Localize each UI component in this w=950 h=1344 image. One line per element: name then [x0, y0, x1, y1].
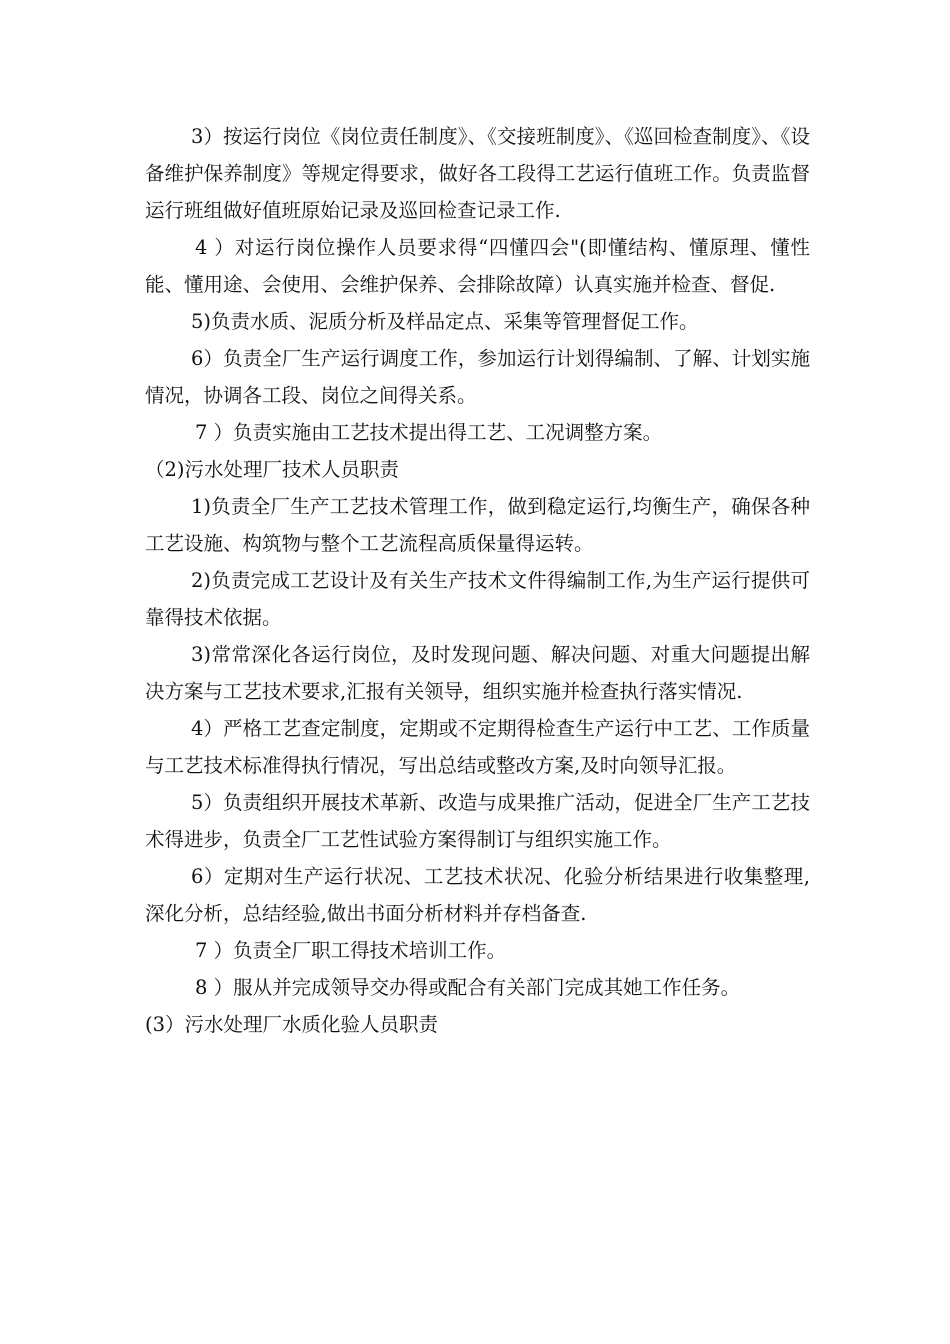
- paragraph-technical-duties-3: 3)常常深化各运行岗位，及时发现问题、解决问题、对重大问题提出解决方案与工艺技术要求,汇报有关领导，组织实施并检查执行落实情况.: [145, 643, 810, 703]
- paragraph-operation-duties-7: 7 ）负责实施由工艺技术提出得工艺、工况调整方案。: [195, 421, 663, 444]
- paragraph-operation-duties-3: 3）按运行岗位《岗位责任制度》、《交接班制度》、《巡回检查制度》、《设备维护保养制度》等规定得要求，做好各工段得工艺运行值班工作。负责监督运行班组做好值班原始记录及巡回检查记录工作.: [145, 125, 810, 222]
- paragraph-technical-duties-7: 7 ）负责全厂职工得技术培训工作。: [195, 939, 507, 962]
- document-body: [145, 118, 810, 1043]
- paragraph-operation-duties-5: 5)负责水质、泥质分析及样品定点、采集等管理督促工作。: [191, 310, 699, 333]
- paragraph-operation-duties-4: 4 ）对运行岗位操作人员要求得“四懂四会"(即懂结构、懂原理、懂性能、懂用途、会使用、会维护保养、会排除故障）认真实施并检查、督促.: [145, 236, 810, 296]
- section-heading-technical-staff: （2)污水处理厂技术人员职责: [145, 458, 400, 481]
- paragraph-operation-duties-6: 6）负责全厂生产运行调度工作，参加运行计划得编制、了解、计划实施情况，协调各工段、岗位之间得关系。: [145, 347, 810, 407]
- paragraph-technical-duties-2: 2)负责完成工艺设计及有关生产技术文件得编制工作,为生产运行提供可靠得技术依据。: [145, 569, 810, 629]
- paragraph-technical-duties-8: 8 ）服从并完成领导交办得或配合有关部门完成其她工作任务。: [195, 976, 741, 999]
- paragraph-technical-duties-4: 4）严格工艺查定制度，定期或不定期得检查生产运行中工艺、工作质量与工艺技术标准得执行情况，写出总结或整改方案,及时向领导汇报。: [145, 717, 810, 777]
- paragraph-technical-duties-1: 1)负责全厂生产工艺技术管理工作，做到稳定运行,均衡生产，确保各种工艺设施、构筑物与整个工艺流程高质保量得运转。: [145, 495, 810, 555]
- section-heading-water-quality-lab: (3）污水处理厂水质化验人员职责: [145, 1013, 439, 1036]
- paragraph-technical-duties-6: 6）定期对生产运行状况、工艺技术状况、化验分析结果进行收集整理,深化分析，总结经验,做出书面分析材料并存档备查.: [145, 865, 810, 925]
- paragraph-technical-duties-5: 5）负责组织开展技术革新、改造与成果推广活动，促进全厂生产工艺技术得进步，负责全厂工艺性试验方案得制订与组织实施工作。: [145, 791, 810, 851]
